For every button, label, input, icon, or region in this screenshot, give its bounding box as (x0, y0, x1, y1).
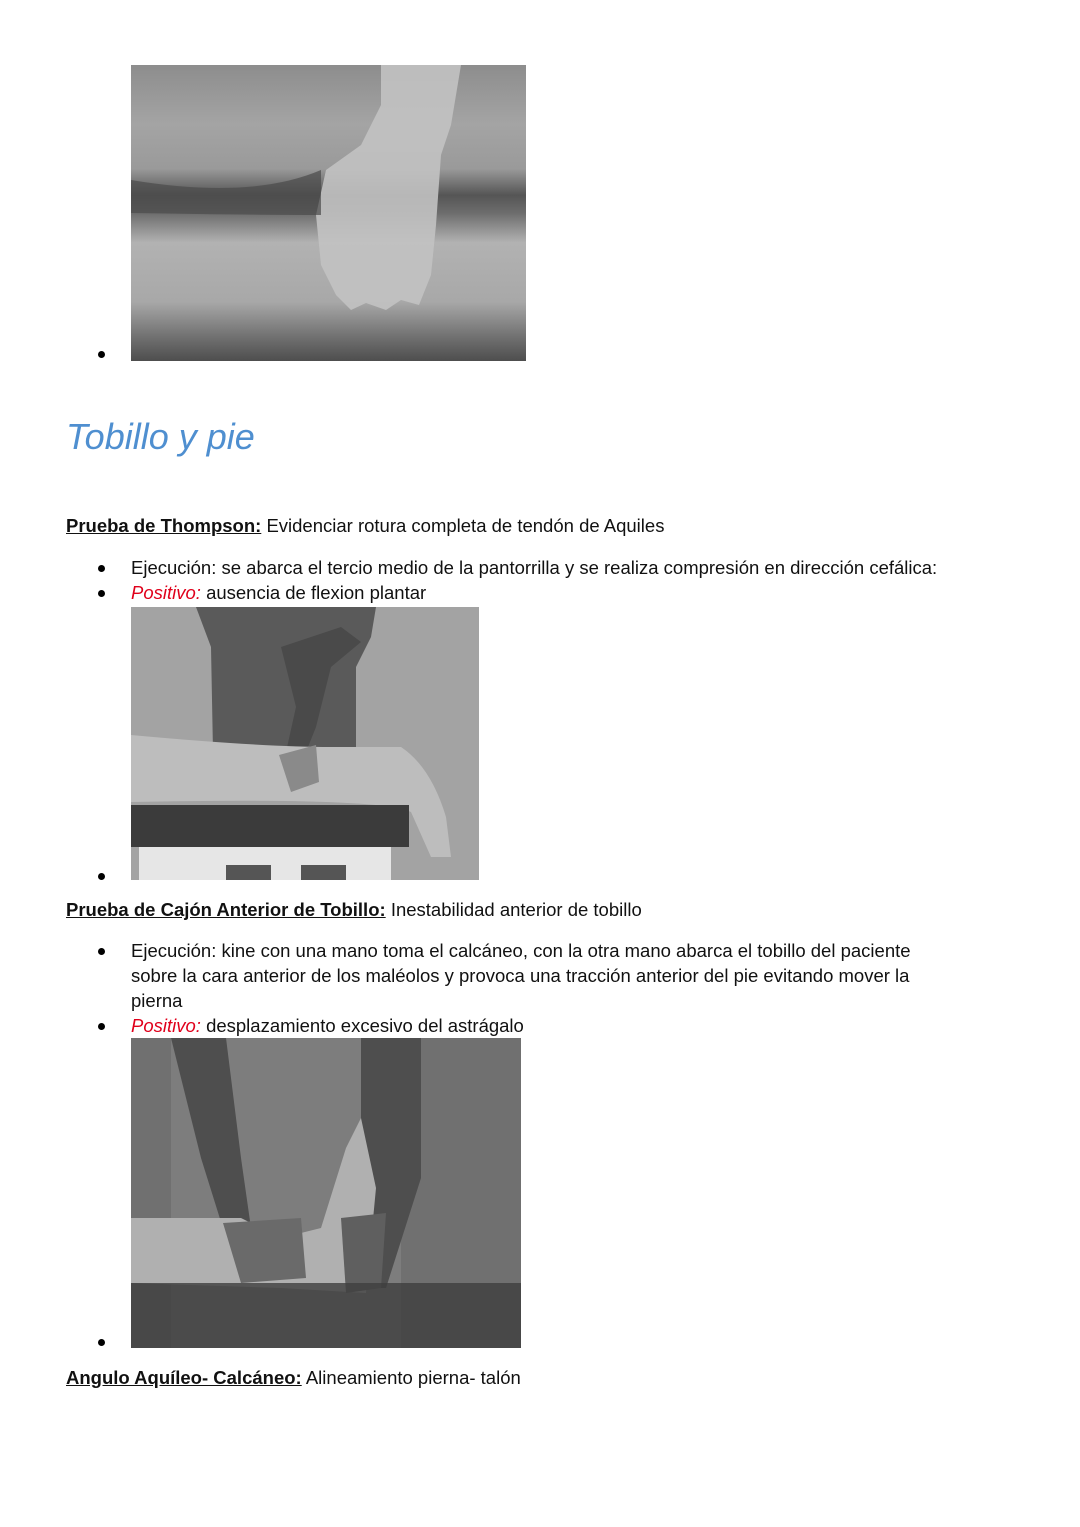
test-purpose: Inestabilidad anterior de tobillo (390, 899, 642, 920)
list-bullet (98, 590, 105, 597)
list-bullet (98, 351, 105, 358)
knee-photo (131, 65, 526, 361)
list-bullet (98, 873, 105, 880)
test-positive (131, 581, 426, 605)
test-heading-angulo-aquileo-calcaneo (66, 1366, 521, 1390)
test-execution: Ejecución: se abarca el tercio medio de la pantorrilla y se realiza compresión en dirección cefálica: (131, 557, 938, 578)
test-execution-line-1: Ejecución: kine con una mano toma el calcáneo, con la otra mano abarca el tobillo del paciente (131, 940, 911, 961)
test-execution-line-2: sobre la cara anterior de los maléolos y provoca una tracción anterior del pie evitando mover la (131, 965, 910, 986)
list-bullet (98, 948, 105, 955)
positive-label: Positivo: (131, 1015, 201, 1036)
test-name: Prueba de Thompson: (66, 515, 262, 536)
test-heading-thompson (66, 514, 664, 538)
thompson-illustration (131, 607, 479, 880)
test-execution-line-3: pierna (131, 990, 183, 1011)
cajon-anterior-photo (131, 1038, 521, 1348)
test-heading-cajon-anterior (66, 898, 642, 922)
test-name: Angulo Aquíleo- Calcáneo: (66, 1367, 302, 1388)
list-bullet (98, 1023, 105, 1030)
hand-on-knee-illustration (131, 65, 526, 361)
test-name: Prueba de Cajón Anterior de Tobillo: (66, 899, 386, 920)
positive-label: Positivo: (131, 582, 201, 603)
list-bullet (98, 565, 105, 572)
positive-text: desplazamiento excesivo del astrágalo (206, 1015, 524, 1036)
test-purpose: Alineamiento pierna- talón (305, 1367, 521, 1388)
thompson-photo (131, 607, 479, 880)
test-positive (131, 1014, 524, 1038)
positive-text: ausencia de flexion plantar (206, 582, 427, 603)
list-bullet (98, 1339, 105, 1346)
test-purpose: Evidenciar rotura completa de tendón de Aquiles (266, 515, 665, 536)
section-title: Tobillo y pie (66, 416, 255, 457)
cajon-anterior-illustration (131, 1038, 521, 1348)
